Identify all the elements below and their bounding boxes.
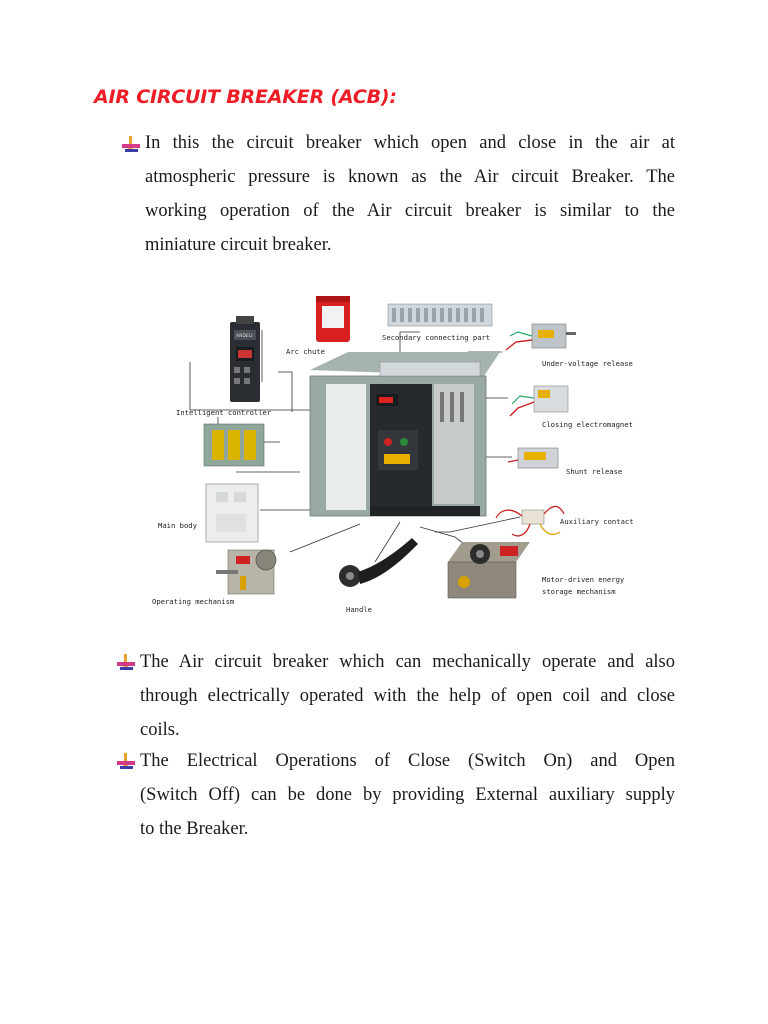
label-handle: Handle	[346, 605, 372, 614]
acb-diagram	[150, 292, 640, 617]
brand-logo-text: ANDELI	[236, 334, 253, 339]
closing-electromagnet-image	[510, 386, 568, 416]
paragraph-line: working operation of the Air circuit breaker is similar to the	[145, 201, 675, 221]
paragraph-acb-electrical-operations	[140, 744, 675, 846]
paragraph-acb-operation	[140, 645, 675, 747]
label-operating-mechanism: Operating mechanism	[152, 597, 235, 606]
label-arc-chute: Arc chute	[286, 347, 325, 356]
main-body-panel-image	[206, 484, 258, 542]
operating-mechanism-image	[216, 550, 276, 594]
handle-image	[339, 538, 418, 587]
bullet-arrow-icon	[116, 653, 136, 673]
bullet-arrow-icon	[121, 135, 141, 155]
bullet-arrow-icon	[116, 752, 136, 772]
label-main-body: Main body	[158, 521, 197, 530]
paragraph-line: (Switch Off) can be done by providing External auxiliary supply	[140, 785, 675, 805]
secondary-connecting-part-image	[388, 304, 492, 326]
shunt-release-image	[508, 448, 558, 468]
main-body-breaker-image	[310, 352, 500, 516]
under-voltage-release-image	[506, 324, 576, 350]
label-under-voltage-release: Under-voltage release	[542, 359, 633, 368]
label-auxiliary-contact: Auxiliary contact	[560, 517, 634, 526]
paragraph-line: atmospheric pressure is known as the Air circuit Breaker. The	[145, 167, 675, 187]
paragraph-line: The Air circuit breaker which can mechanically operate and also	[140, 652, 675, 672]
drawout-chassis-image	[204, 424, 264, 466]
paragraph-acb-definition	[145, 126, 675, 262]
section-heading: AIR CIRCUIT BREAKER (ACB):	[94, 86, 397, 108]
paragraph-line: coils.	[140, 720, 180, 740]
label-intelligent-controller: Intelligent controller	[176, 408, 272, 417]
label-closing-electromagnet: Closing electromagnet	[542, 420, 633, 429]
intelligent-controller-image	[230, 316, 260, 402]
paragraph-line: through electrically operated with the help of open coil and close	[140, 686, 675, 706]
label-shunt-release: Shunt release	[566, 467, 623, 476]
label-secondary-connecting-part: Secondary connecting part	[382, 333, 491, 342]
paragraph-line: The Electrical Operations of Close (Switch On) and Open	[140, 751, 675, 771]
auxiliary-contact-image	[496, 506, 564, 535]
paragraph-line: In this the circuit breaker which open and close in the air at	[145, 133, 675, 153]
arc-chute-image	[316, 296, 350, 342]
label-storage-mechanism: storage mechanism	[542, 587, 616, 596]
paragraph-line: to the Breaker.	[140, 819, 249, 839]
motor-driven-energy-storage-image	[448, 542, 530, 598]
paragraph-line: miniature circuit breaker.	[145, 235, 332, 255]
acb-components-figure	[150, 292, 640, 617]
label-motor-driven-energy: Motor-driven energy	[542, 575, 625, 584]
